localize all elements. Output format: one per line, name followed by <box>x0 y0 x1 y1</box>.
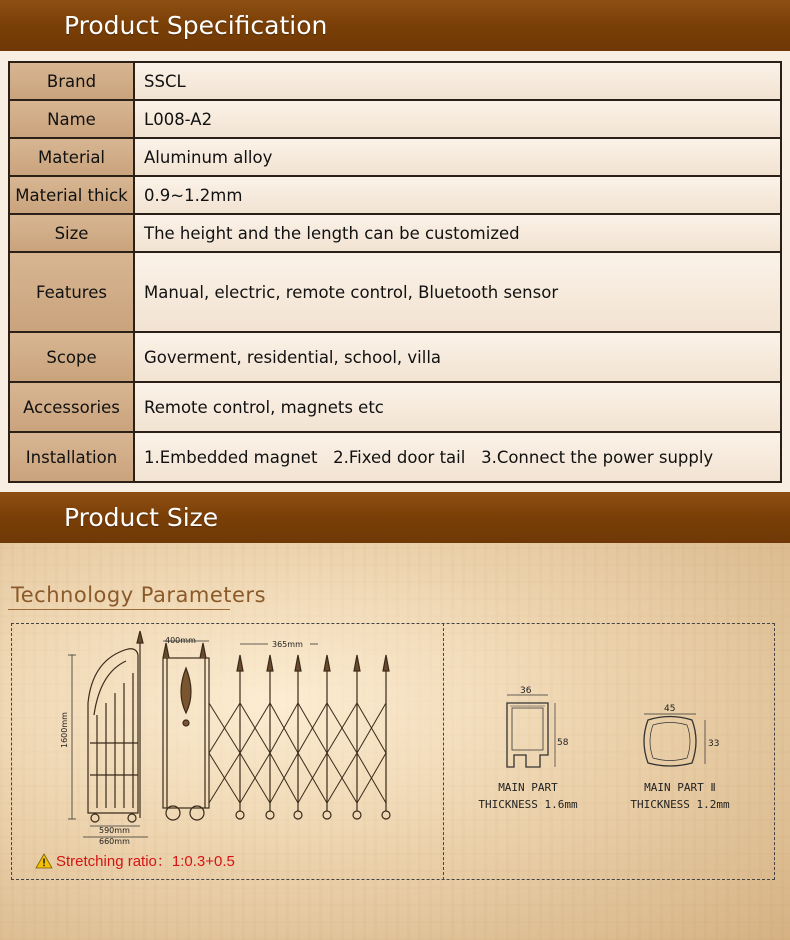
spec-key: Accessories <box>9 382 134 432</box>
spec-row <box>9 432 781 482</box>
outer-width-label: 660mm <box>99 837 130 846</box>
post-wheel <box>236 811 244 819</box>
spec-row <box>9 62 781 100</box>
post-wheel <box>353 811 361 819</box>
spec-row <box>9 100 781 138</box>
main-part-1-profile <box>507 703 548 767</box>
specification-table <box>8 61 782 483</box>
spec-row <box>9 252 781 332</box>
spec-key: Size <box>9 214 134 252</box>
spec-value: L008-A2 <box>134 100 781 138</box>
warning-icon <box>35 853 53 869</box>
gate-posts <box>236 655 390 819</box>
product-specification-banner <box>0 0 790 51</box>
post-spike <box>383 655 389 671</box>
spec-key: Material thick <box>9 176 134 214</box>
spacing-label: 365mm <box>272 640 303 649</box>
spec-row <box>9 214 781 252</box>
post-wheel <box>294 811 302 819</box>
spec-value: 1.Embedded magnet 2.Fixed door tail 3.Connect the power supply <box>134 432 781 482</box>
stretching-ratio-text: Stretching ratio：1:0.3+0.5 <box>56 853 235 870</box>
banner-title: Product Size <box>64 503 219 532</box>
spec-key: Brand <box>9 62 134 100</box>
post-wheel <box>266 811 274 819</box>
height-label: 1600mm <box>60 712 69 748</box>
part-2-height: 33 <box>708 739 720 749</box>
spec-row <box>9 382 781 432</box>
part-1-label: MAIN PART <box>498 781 558 794</box>
spec-value: Goverment, residential, school, villa <box>134 332 781 382</box>
post-spike <box>237 655 243 671</box>
spec-key: Material <box>9 138 134 176</box>
part-1-height: 58 <box>557 738 569 748</box>
part-1-thickness: THICKNESS 1.6mm <box>478 798 578 811</box>
spec-value: Aluminum alloy <box>134 138 781 176</box>
spec-value: Manual, electric, remote control, Bluetooth sensor <box>134 252 781 332</box>
post-spike <box>295 655 301 671</box>
product-size-banner <box>0 492 790 543</box>
post-wheel <box>382 811 390 819</box>
part-2-caption <box>616 779 744 813</box>
spec-key: Installation <box>9 432 134 482</box>
spec-value: Remote control, magnets etc <box>134 382 781 432</box>
post-wheel <box>323 811 331 819</box>
spec-value: The height and the length can be customized <box>134 214 781 252</box>
spec-key: Name <box>9 100 134 138</box>
specification-section <box>0 51 790 492</box>
gate-end-post <box>163 643 209 820</box>
post-spike <box>354 655 360 671</box>
technology-parameters-panel <box>0 543 790 940</box>
part-2-thickness: THICKNESS 1.2mm <box>630 798 730 811</box>
part-2-label: MAIN PART Ⅱ <box>644 781 716 794</box>
post-spike <box>324 655 330 671</box>
part-1-width: 36 <box>520 686 532 696</box>
top-width-label: 400mm <box>165 636 196 645</box>
inner-width-label: 590mm <box>99 826 130 835</box>
height-dimension <box>68 655 76 819</box>
gate-side-view <box>88 631 143 822</box>
banner-title: Product Specification <box>64 11 328 40</box>
spec-key: Features <box>9 252 134 332</box>
part-1-caption <box>464 779 592 813</box>
spec-row <box>9 332 781 382</box>
gate-diagram <box>0 543 790 940</box>
technology-parameters-title: Technology Parameters <box>11 583 267 607</box>
part-2-width: 45 <box>664 704 676 714</box>
main-part-2-profile <box>644 717 696 767</box>
spec-row <box>9 176 781 214</box>
spec-value: 0.9~1.2mm <box>134 176 781 214</box>
post-spike <box>267 655 273 671</box>
spec-key: Scope <box>9 332 134 382</box>
stretching-ratio <box>35 850 235 871</box>
spec-value: SSCL <box>134 62 781 100</box>
spec-row <box>9 138 781 176</box>
